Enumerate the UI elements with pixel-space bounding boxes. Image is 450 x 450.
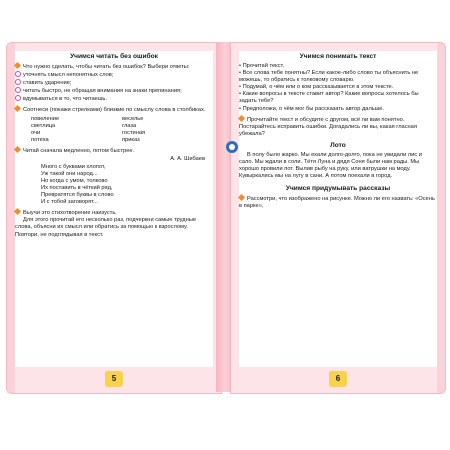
word: глаза bbox=[122, 122, 137, 129]
right-heading: Учимся понимать текст bbox=[299, 53, 377, 60]
word: приказ bbox=[122, 136, 140, 143]
right-task-2: Рассмотри, что изображено на рисунке. Можно ли его назвать: «Осень в парке», bbox=[239, 195, 437, 210]
right-heading-2: Учимся придумывать рассказы bbox=[285, 185, 391, 193]
decoration-right bbox=[437, 43, 445, 393]
right-task-1: Прочитайте текст и обсудите с другом, всё ли вам понятно. Постарайтесь исправить ошибки. Догадались ли вы, какая гласная убежала? bbox=[239, 116, 437, 138]
circle-icon bbox=[15, 87, 21, 93]
poem-author: А. А. Шибаев bbox=[170, 155, 205, 162]
left-heading: Учимся читать без ошибок bbox=[70, 53, 158, 60]
bullet: • Подумай, о чём или о ком рассказывается в этом тексте. bbox=[239, 84, 394, 91]
bullet: • Предположи, о чём мог бы рассказать автор дальше. bbox=[239, 105, 385, 112]
left-task-4-text: Для этого прочитай его несколько раз, подчеркни самые трудные слова, объясни их смысл или обратись за помощью к взрослому. Повтори, не подглядывая в текст. bbox=[15, 217, 197, 238]
right-page bbox=[230, 42, 446, 394]
word: очи bbox=[31, 129, 41, 136]
pair-work-icon bbox=[226, 141, 238, 153]
poem-line: Уж такой они народ... bbox=[41, 170, 98, 177]
story-text: В полу было жарко. Мы ехали долго-долго, пока не увидали лис и сало. Мы ждали в соли. Тётя Луна и дядя Соня были нам рады. Мы хорошо провили пот. Вылив рыбу на руку, или ватрушки на моду. Кувыркались мы на лугу в сани. А потом поехали в город. bbox=[239, 151, 422, 180]
diamond-icon bbox=[238, 115, 245, 122]
poem-line: Но когда с умом, толково bbox=[41, 177, 108, 184]
story-title: Лото bbox=[330, 141, 346, 149]
option-4: вдумываться в то, что читаешь. bbox=[15, 95, 213, 103]
option-2: ставить ударение; bbox=[15, 79, 213, 87]
option-3: читать быстро, не обращая внимания на знаки препинания; bbox=[15, 87, 213, 95]
diamond-icon bbox=[14, 146, 21, 153]
option-1: уточнять смысл непонятных слов; bbox=[15, 71, 213, 79]
page-number-left: 5 bbox=[105, 371, 123, 387]
left-sheet bbox=[15, 51, 213, 367]
word: повеление bbox=[31, 115, 60, 122]
diamond-icon bbox=[14, 208, 21, 215]
left-page bbox=[6, 42, 222, 394]
word-columns bbox=[15, 116, 213, 144]
circle-icon bbox=[15, 95, 21, 101]
bullet: • Прочитай текст. bbox=[239, 63, 285, 69]
poem-line: И с тобой заговорят... bbox=[41, 199, 98, 206]
page-number-right: 6 bbox=[329, 371, 347, 387]
diamond-icon bbox=[14, 62, 21, 69]
poem bbox=[15, 164, 213, 207]
left-task-2: Соотнеси (покажи стрелками) близкие по смыслу слова в столбиках. bbox=[15, 106, 213, 114]
left-task-1: Что нужно сделать, чтобы читать без ошибок? Выбери ответы: bbox=[15, 63, 213, 71]
word: гостиная bbox=[122, 129, 146, 136]
word: светлица bbox=[31, 122, 56, 129]
left-task-3: Читай сначала медленно, потом быстрее. bbox=[15, 147, 213, 155]
poem-line: Превратятся буквы в слово bbox=[41, 192, 114, 199]
bullet: • Все слова тебе понятны? Если какое-либо слово ты объяснить не можешь, то обратись к толковому словарю. bbox=[239, 70, 419, 84]
diamond-icon bbox=[238, 194, 245, 201]
left-task-4: Выучи это стихотворение наизусть. bbox=[15, 209, 213, 217]
circle-icon bbox=[15, 71, 21, 77]
diamond-icon bbox=[14, 105, 21, 112]
poem-line: Их поставить в чёткий ряд, bbox=[41, 184, 113, 191]
word: веселье bbox=[122, 115, 144, 122]
bullet: • Какие вопросы в тексте ставит автор? Какие вопросы хотелось бы задать тебе? bbox=[239, 91, 419, 105]
right-sheet bbox=[239, 51, 437, 367]
word: потеха bbox=[31, 136, 49, 143]
circle-icon bbox=[15, 79, 21, 85]
decoration-left bbox=[7, 43, 15, 393]
poem-line: Много с буквами хлопот, bbox=[41, 163, 106, 170]
textbook-spread bbox=[6, 42, 444, 392]
